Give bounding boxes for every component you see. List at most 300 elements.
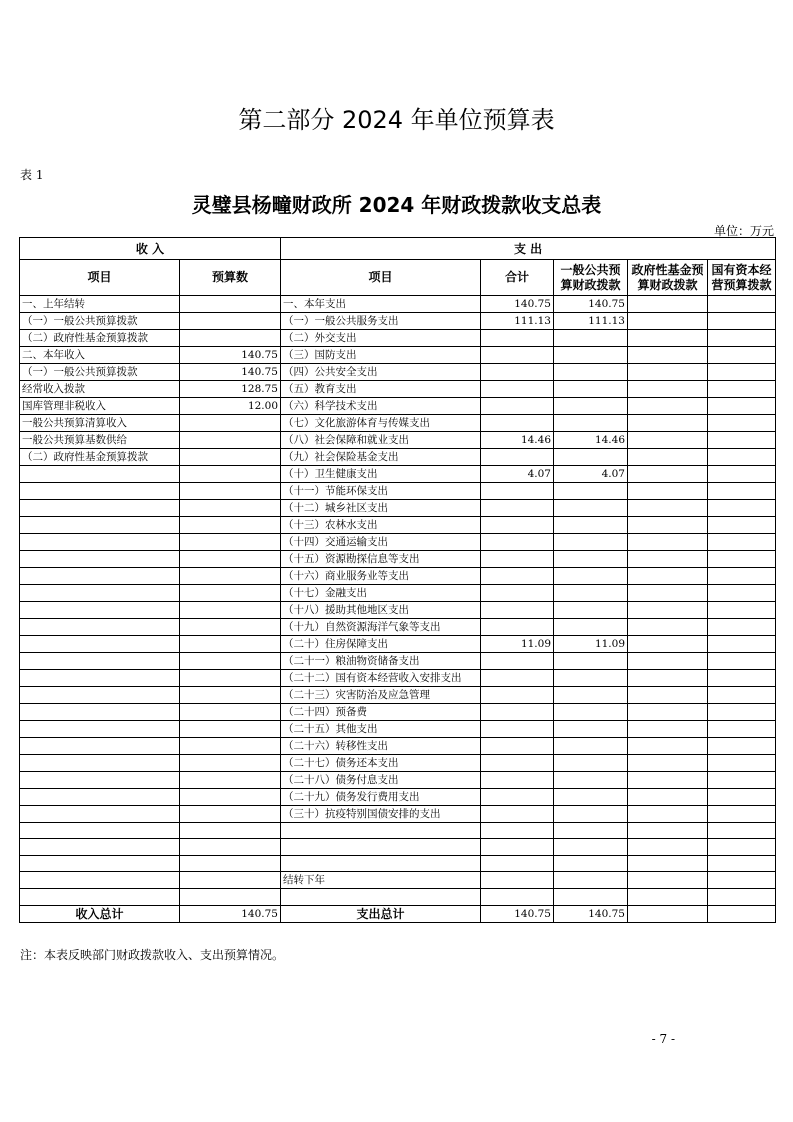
expense-total-cell (481, 500, 554, 517)
income-item-cell: 国库管理非税收入 (20, 398, 180, 415)
expense-state-cell (708, 347, 776, 364)
income-item-cell (20, 806, 180, 823)
expense-item-cell: （二十一）粮油物资储备支出 (281, 653, 481, 670)
table-row (20, 551, 776, 568)
expense-fund-cell (628, 500, 708, 517)
expense-state-cell (708, 772, 776, 789)
table-row (20, 296, 776, 313)
expense-state-cell (708, 415, 776, 432)
expense-item-cell: （二十四）预备费 (281, 704, 481, 721)
income-budget-cell (180, 889, 281, 905)
income-item-cell (20, 551, 180, 568)
table-row (20, 839, 776, 855)
expense-fund-cell (628, 704, 708, 721)
expense-general-cell: 111.13 (554, 313, 628, 330)
header-row-sections (20, 238, 776, 260)
income-item-cell (20, 738, 180, 755)
expense-state-cell (708, 721, 776, 738)
expense-state-cell (708, 755, 776, 772)
col-header-expense-item: 项目 (281, 260, 481, 296)
expense-general-cell (554, 806, 628, 823)
expense-total-cell (481, 823, 554, 839)
expense-total-cell (481, 704, 554, 721)
expense-total-fund (628, 905, 708, 922)
table-row (20, 806, 776, 823)
expense-general-cell (554, 755, 628, 772)
income-budget-cell (180, 789, 281, 806)
expense-item-cell: （十八）援助其他地区支出 (281, 602, 481, 619)
expense-fund-cell (628, 889, 708, 905)
expense-total-cell (481, 517, 554, 534)
income-budget-cell (180, 755, 281, 772)
income-item-cell (20, 872, 180, 889)
expense-total-cell (481, 839, 554, 855)
income-item-cell (20, 823, 180, 839)
expense-state-cell (708, 889, 776, 905)
income-budget-cell: 140.75 (180, 347, 281, 364)
expense-general-cell (554, 398, 628, 415)
table-row (20, 483, 776, 500)
expense-total-cell (481, 483, 554, 500)
expense-general-cell (554, 823, 628, 839)
income-item-cell (20, 602, 180, 619)
expense-total-label: 支出总计 (281, 905, 481, 922)
expense-item-cell: （十一）节能环保支出 (281, 483, 481, 500)
table-row (20, 534, 776, 551)
expense-item-cell: （十七）金融支出 (281, 585, 481, 602)
table-row (20, 415, 776, 432)
income-total-label: 收入总计 (20, 905, 180, 922)
col-header-total: 合计 (481, 260, 554, 296)
income-budget-cell (180, 839, 281, 855)
expense-total-cell (481, 347, 554, 364)
expense-state-cell (708, 330, 776, 347)
expense-total-cell (481, 670, 554, 687)
expense-general-cell (554, 330, 628, 347)
income-budget-cell: 12.00 (180, 398, 281, 415)
income-item-cell (20, 721, 180, 738)
expense-item-cell: （九）社会保险基金支出 (281, 449, 481, 466)
income-item-cell (20, 755, 180, 772)
col-header-state-capital: 国有资本经营预算拨款 (708, 260, 776, 296)
expense-fund-cell (628, 449, 708, 466)
table-number: 表 1 (20, 168, 44, 182)
expense-fund-cell (628, 296, 708, 313)
income-budget-cell (180, 330, 281, 347)
table-row (20, 381, 776, 398)
expense-general-cell (554, 381, 628, 398)
income-budget-cell (180, 415, 281, 432)
expense-item-cell: （十五）资源勘探信息等支出 (281, 551, 481, 568)
expense-general-cell (554, 687, 628, 704)
expense-general-cell (554, 602, 628, 619)
col-header-income-item: 项目 (20, 260, 180, 296)
income-budget-cell (180, 704, 281, 721)
expense-general-cell: 14.46 (554, 432, 628, 449)
income-budget-cell (180, 313, 281, 330)
expense-total-cell (481, 534, 554, 551)
expense-fund-cell (628, 738, 708, 755)
expense-state-cell (708, 364, 776, 381)
expense-state-cell (708, 398, 776, 415)
income-budget-cell (180, 772, 281, 789)
income-item-cell (20, 704, 180, 721)
expense-total-cell (481, 381, 554, 398)
expense-general-cell: 11.09 (554, 636, 628, 653)
income-item-cell: （二）政府性基金预算拨款 (20, 330, 180, 347)
expense-item-cell: （三十）抗疫特别国债安排的支出 (281, 806, 481, 823)
col-header-general-budget: 一般公共预算财政拨款 (554, 260, 628, 296)
expense-fund-cell (628, 517, 708, 534)
expense-general-cell (554, 738, 628, 755)
expense-total-cell (481, 364, 554, 381)
income-budget-cell (180, 534, 281, 551)
table-row (20, 449, 776, 466)
expense-item-cell: （二十六）转移性支出 (281, 738, 481, 755)
income-budget-cell (180, 296, 281, 313)
expense-general-cell (554, 721, 628, 738)
expense-fund-cell (628, 772, 708, 789)
expense-fund-cell (628, 789, 708, 806)
expense-state-cell (708, 704, 776, 721)
income-budget-cell (180, 517, 281, 534)
expense-state-cell (708, 806, 776, 823)
expense-item-cell: （十三）农林水支出 (281, 517, 481, 534)
expense-total-cell (481, 602, 554, 619)
totals-row (20, 905, 776, 922)
expense-total-cell (481, 619, 554, 636)
table-row (20, 432, 776, 449)
income-budget-cell (180, 855, 281, 871)
expense-state-cell (708, 517, 776, 534)
expense-total-cell (481, 806, 554, 823)
expense-total-cell (481, 889, 554, 905)
expense-fund-cell (628, 855, 708, 871)
expense-fund-cell (628, 823, 708, 839)
table-row (20, 313, 776, 330)
expense-item-cell: （十四）交通运输支出 (281, 534, 481, 551)
expense-item-cell: （七）文化旅游体育与传媒支出 (281, 415, 481, 432)
income-item-cell: 一、上年结转 (20, 296, 180, 313)
col-header-budget: 预算数 (180, 260, 281, 296)
expense-state-cell (708, 602, 776, 619)
expense-fund-cell (628, 653, 708, 670)
expense-general-cell (554, 517, 628, 534)
expense-total-cell (481, 585, 554, 602)
expense-total-cell (481, 330, 554, 347)
expense-fund-cell (628, 432, 708, 449)
expense-item-cell: 结转下年 (281, 872, 481, 889)
income-budget-cell (180, 670, 281, 687)
expense-total-value: 140.75 (481, 905, 554, 922)
table-row (20, 653, 776, 670)
expense-state-cell (708, 823, 776, 839)
table-row (20, 619, 776, 636)
expense-state-cell (708, 789, 776, 806)
table-row (20, 500, 776, 517)
table-row (20, 823, 776, 839)
expense-general-cell (554, 670, 628, 687)
expense-fund-cell (628, 568, 708, 585)
expense-state-cell (708, 500, 776, 517)
expense-state-cell (708, 738, 776, 755)
expense-item-cell: （三）国防支出 (281, 347, 481, 364)
income-budget-cell (180, 872, 281, 889)
table-row (20, 636, 776, 653)
expense-state-cell (708, 687, 776, 704)
expense-state-cell (708, 670, 776, 687)
expense-item-cell: （四）公共安全支出 (281, 364, 481, 381)
income-budget-cell (180, 568, 281, 585)
expense-fund-cell (628, 839, 708, 855)
income-item-cell: （二）政府性基金预算拨款 (20, 449, 180, 466)
expense-general-cell (554, 653, 628, 670)
table-row (20, 466, 776, 483)
expense-general-cell (554, 855, 628, 871)
expense-state-cell (708, 619, 776, 636)
table-row (20, 789, 776, 806)
expense-general-cell (554, 704, 628, 721)
expense-item-cell (281, 855, 481, 871)
expense-general-cell (554, 483, 628, 500)
expense-fund-cell (628, 534, 708, 551)
expense-total-cell (481, 789, 554, 806)
expense-general-cell (554, 500, 628, 517)
expense-fund-cell (628, 670, 708, 687)
expense-total-cell (481, 687, 554, 704)
expense-state-cell (708, 483, 776, 500)
expense-item-cell: （五）教育支出 (281, 381, 481, 398)
expense-fund-cell (628, 483, 708, 500)
header-row-columns (20, 260, 776, 296)
income-item-cell (20, 585, 180, 602)
expense-general-cell (554, 364, 628, 381)
part-title: 第二部分 2024 年单位预算表 (238, 106, 555, 134)
table-body (20, 296, 776, 906)
unit-label: 单位：万元 (713, 224, 774, 238)
expense-fund-cell (628, 872, 708, 889)
expense-total-cell (481, 398, 554, 415)
income-budget-cell: 140.75 (180, 364, 281, 381)
expense-fund-cell (628, 398, 708, 415)
income-budget-cell (180, 636, 281, 653)
table-row (20, 364, 776, 381)
expense-total-state (708, 905, 776, 922)
income-total-value: 140.75 (180, 905, 281, 922)
expense-total-cell: 4.07 (481, 466, 554, 483)
expense-fund-cell (628, 585, 708, 602)
page-number: - 7 - (651, 1032, 675, 1046)
table-row (20, 568, 776, 585)
expense-total-cell (481, 738, 554, 755)
expense-state-cell (708, 534, 776, 551)
expense-item-cell (281, 839, 481, 855)
table-row (20, 602, 776, 619)
expense-total-cell: 140.75 (481, 296, 554, 313)
expense-item-cell: （十九）自然资源海洋气象等支出 (281, 619, 481, 636)
income-budget-cell (180, 619, 281, 636)
expense-fund-cell (628, 347, 708, 364)
expense-total-cell (481, 772, 554, 789)
income-budget-cell (180, 602, 281, 619)
expense-item-cell: （二十八）债务付息支出 (281, 772, 481, 789)
income-budget-cell (180, 738, 281, 755)
income-item-cell (20, 889, 180, 905)
col-header-fund-budget: 政府性基金预算财政拨款 (628, 260, 708, 296)
table-row (20, 585, 776, 602)
expense-general-cell (554, 534, 628, 551)
expense-item-cell: （十）卫生健康支出 (281, 466, 481, 483)
income-budget-cell (180, 551, 281, 568)
expense-item-cell: （二）外交支出 (281, 330, 481, 347)
table-row (20, 330, 776, 347)
expense-total-cell (481, 551, 554, 568)
income-item-cell: 经常收入拨款 (20, 381, 180, 398)
expense-fund-cell (628, 415, 708, 432)
expense-total-cell (481, 568, 554, 585)
expense-general-cell (554, 619, 628, 636)
expense-state-cell (708, 432, 776, 449)
expense-item-cell: 一、本年支出 (281, 296, 481, 313)
expense-state-cell (708, 551, 776, 568)
income-item-cell (20, 670, 180, 687)
expense-total-cell (481, 872, 554, 889)
income-item-cell (20, 466, 180, 483)
table-row (20, 721, 776, 738)
income-budget-cell (180, 687, 281, 704)
expense-state-cell (708, 855, 776, 871)
income-budget-cell (180, 653, 281, 670)
income-item-cell: （一）一般公共预算拨款 (20, 364, 180, 381)
expense-state-cell (708, 568, 776, 585)
expense-section-header: 支 出 (281, 238, 776, 260)
expense-item-cell: （八）社会保障和就业支出 (281, 432, 481, 449)
expense-general-cell (554, 415, 628, 432)
expense-state-cell (708, 839, 776, 855)
expense-fund-cell (628, 551, 708, 568)
table-row (20, 872, 776, 889)
expense-fund-cell (628, 381, 708, 398)
expense-item-cell: （二十七）债务还本支出 (281, 755, 481, 772)
table-row (20, 398, 776, 415)
income-budget-cell (180, 585, 281, 602)
income-budget-cell (180, 823, 281, 839)
expense-general-cell (554, 568, 628, 585)
income-budget-cell (180, 806, 281, 823)
income-item-cell (20, 568, 180, 585)
expense-general-cell (554, 449, 628, 466)
income-item-cell (20, 653, 180, 670)
expense-item-cell: （二十三）灾害防治及应急管理 (281, 687, 481, 704)
income-budget-cell (180, 449, 281, 466)
expense-state-cell (708, 636, 776, 653)
expense-state-cell (708, 872, 776, 889)
expense-fund-cell (628, 313, 708, 330)
income-item-cell (20, 534, 180, 551)
expense-fund-cell (628, 602, 708, 619)
expense-fund-cell (628, 364, 708, 381)
expense-fund-cell (628, 636, 708, 653)
income-item-cell (20, 855, 180, 871)
income-item-cell (20, 772, 180, 789)
expense-item-cell: （一）一般公共服务支出 (281, 313, 481, 330)
expense-state-cell (708, 313, 776, 330)
expense-general-cell: 140.75 (554, 296, 628, 313)
expense-state-cell (708, 296, 776, 313)
table-row (20, 704, 776, 721)
expense-item-cell (281, 823, 481, 839)
income-item-cell (20, 517, 180, 534)
expense-total-cell: 11.09 (481, 636, 554, 653)
income-budget-cell (180, 721, 281, 738)
expense-state-cell (708, 653, 776, 670)
income-budget-cell: 128.75 (180, 381, 281, 398)
expense-general-cell (554, 347, 628, 364)
expense-item-cell: （二十二）国有资本经营收入安排支出 (281, 670, 481, 687)
table-row (20, 772, 776, 789)
income-budget-cell (180, 466, 281, 483)
table-row (20, 687, 776, 704)
expense-item-cell (281, 889, 481, 905)
expense-item-cell: （二十）住房保障支出 (281, 636, 481, 653)
income-item-cell (20, 687, 180, 704)
expense-fund-cell (628, 721, 708, 738)
expense-state-cell (708, 381, 776, 398)
expense-total-cell (481, 415, 554, 432)
expense-fund-cell (628, 330, 708, 347)
expense-fund-cell (628, 755, 708, 772)
table-row (20, 889, 776, 905)
expense-total-cell (481, 755, 554, 772)
expense-general-cell (554, 585, 628, 602)
table-row (20, 347, 776, 364)
expense-fund-cell (628, 466, 708, 483)
expense-total-cell: 14.46 (481, 432, 554, 449)
income-item-cell: 一般公共预算基数供给 (20, 432, 180, 449)
expense-state-cell (708, 585, 776, 602)
income-item-cell: （一）一般公共预算拨款 (20, 313, 180, 330)
footnote: 注：本表反映部门财政拨款收入、支出预算情况。 (20, 948, 285, 962)
income-item-cell: 一般公共预算清算收入 (20, 415, 180, 432)
budget-table (19, 237, 776, 923)
table-title: 灵璧县杨疃财政所 2024 年财政拨款收支总表 (191, 193, 602, 217)
expense-general-cell (554, 772, 628, 789)
expense-general-cell (554, 789, 628, 806)
expense-general-cell (554, 872, 628, 889)
income-budget-cell (180, 483, 281, 500)
expense-item-cell: （二十五）其他支出 (281, 721, 481, 738)
expense-total-general: 140.75 (554, 905, 628, 922)
expense-total-cell (481, 721, 554, 738)
expense-total-cell: 111.13 (481, 313, 554, 330)
income-item-cell (20, 500, 180, 517)
income-item-cell (20, 636, 180, 653)
expense-item-cell: （二十九）债务发行费用支出 (281, 789, 481, 806)
income-item-cell (20, 483, 180, 500)
income-item-cell: 二、本年收入 (20, 347, 180, 364)
income-item-cell (20, 619, 180, 636)
table-row (20, 738, 776, 755)
income-item-cell (20, 789, 180, 806)
income-budget-cell (180, 500, 281, 517)
expense-item-cell: （十二）城乡社区支出 (281, 500, 481, 517)
expense-general-cell (554, 839, 628, 855)
expense-fund-cell (628, 806, 708, 823)
table-row (20, 855, 776, 871)
income-item-cell (20, 839, 180, 855)
expense-fund-cell (628, 619, 708, 636)
expense-general-cell: 4.07 (554, 466, 628, 483)
